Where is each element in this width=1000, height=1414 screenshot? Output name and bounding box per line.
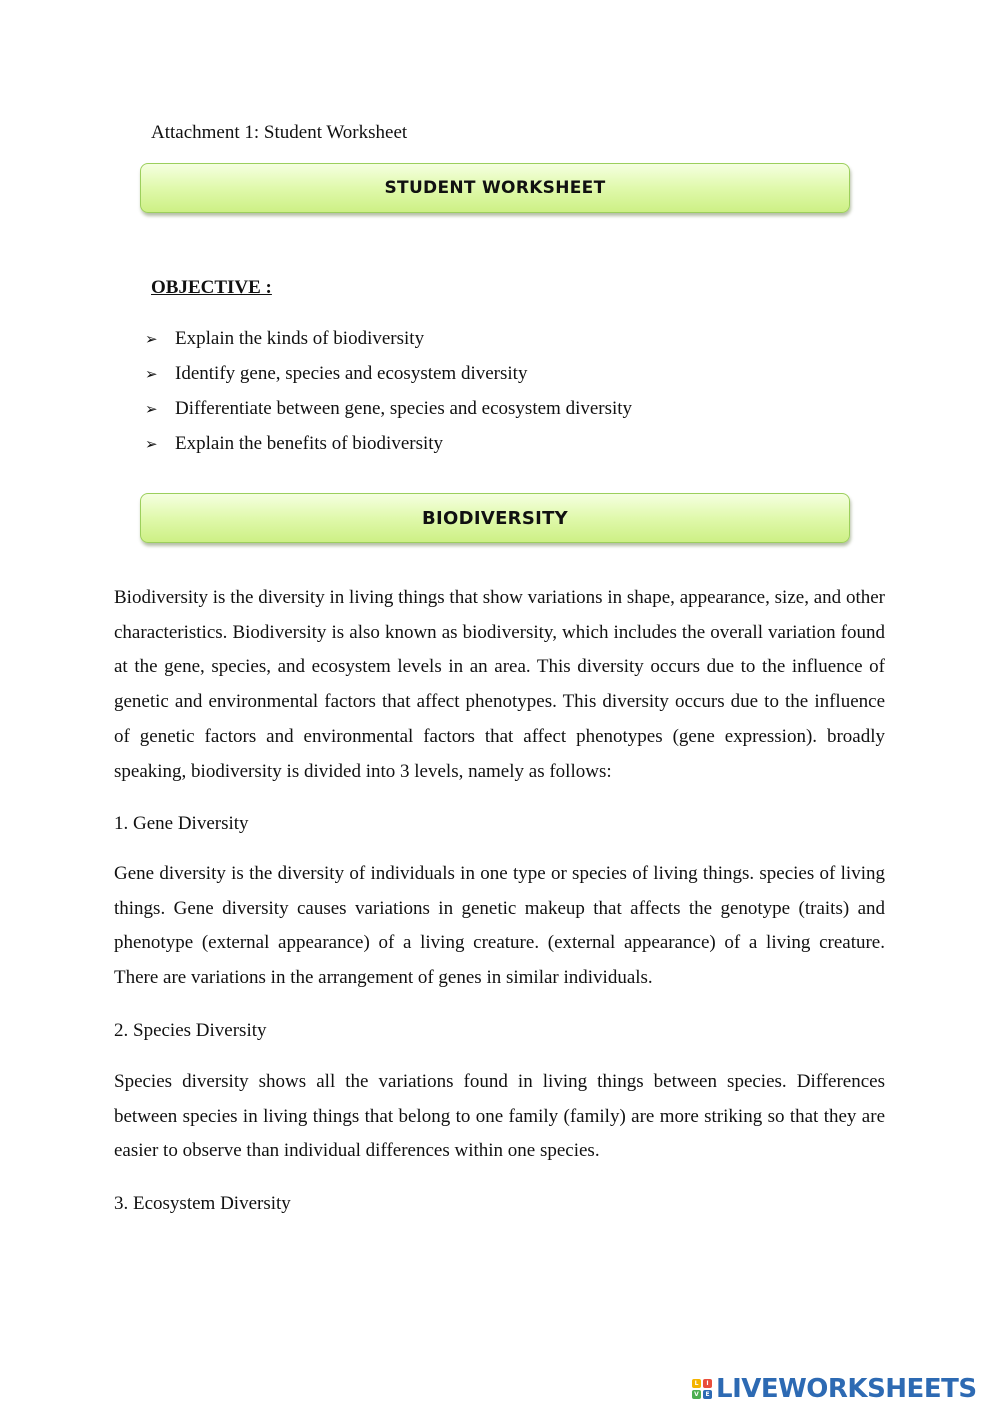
intro-paragraph: Biodiversity is the diversity in living things that show variations in shape, appearance, size, and other characteristics. Biodiversity is also known as biodiversity, which includes the overall variation found at the gene, species, and ecosystem levels in an area. This diversity occurs due to the influence of genetic and environmental factors that affect phenotypes. This diversity occurs due to the influence of genetic factors and environmental factors that affect phenotypes (gene expression). broadly speaking, biodiversity is divided into 3 levels, namely as follows: (114, 587, 885, 782)
list-item (145, 396, 632, 431)
biodiversity-banner (140, 493, 850, 543)
objective-list (145, 326, 632, 466)
logo-tile: V (692, 1390, 701, 1399)
logo-tile: L (692, 1379, 701, 1388)
arrow-bullet-icon: ➢ (145, 400, 158, 418)
arrow-bullet-icon: ➢ (145, 435, 158, 453)
logo-tile: E (703, 1390, 712, 1399)
list-item (145, 326, 632, 361)
biodiversity-title: BIODIVERSITY (421, 507, 569, 529)
liveworksheets-logo (692, 1374, 977, 1404)
objective-item-text: Explain the kinds of biodiversity (175, 328, 425, 349)
logo-tile: I (703, 1379, 712, 1388)
list-item (145, 361, 632, 396)
objective-title: OBJECTIVE : (151, 277, 272, 298)
species-diversity-heading: 2. Species Diversity (114, 1020, 267, 1041)
objective-item-text: Differentiate between gene, species and ecosystem diversity (175, 398, 633, 419)
liveworksheets-wordmark: LIVEWORKSHEETS (716, 1374, 977, 1404)
gene-diversity-paragraph: Gene diversity is the diversity of individuals in one type or species of living things. species of living things. Gene diversity causes variations in genetic makeup that affects the genotype (traits) and phenotype (external appearance) of a living creature. (external appearance) of a living creature. There are variations in the arrangement of genes in similar individuals. (114, 863, 885, 989)
liveworksheets-icon (692, 1379, 712, 1399)
list-item (145, 431, 632, 466)
attachment-label: Attachment 1: Student Worksheet (151, 122, 408, 143)
gene-diversity-heading: 1. Gene Diversity (114, 813, 249, 834)
student-worksheet-banner (140, 163, 850, 213)
ecosystem-diversity-heading: 3. Ecosystem Diversity (114, 1193, 291, 1214)
student-worksheet-title: STUDENT WORKSHEET (384, 178, 606, 198)
objective-item-text: Explain the benefits of biodiversity (175, 433, 444, 454)
objective-item-text: Identify gene, species and ecosystem diversity (175, 363, 528, 384)
species-diversity-paragraph: Species diversity shows all the variations found in living things between species. Differences between species in living things that belong to one family (family) are more striking so that they are easier to observe than individual differences within one species. (114, 1071, 885, 1162)
arrow-bullet-icon: ➢ (145, 365, 158, 383)
arrow-bullet-icon: ➢ (145, 330, 158, 348)
